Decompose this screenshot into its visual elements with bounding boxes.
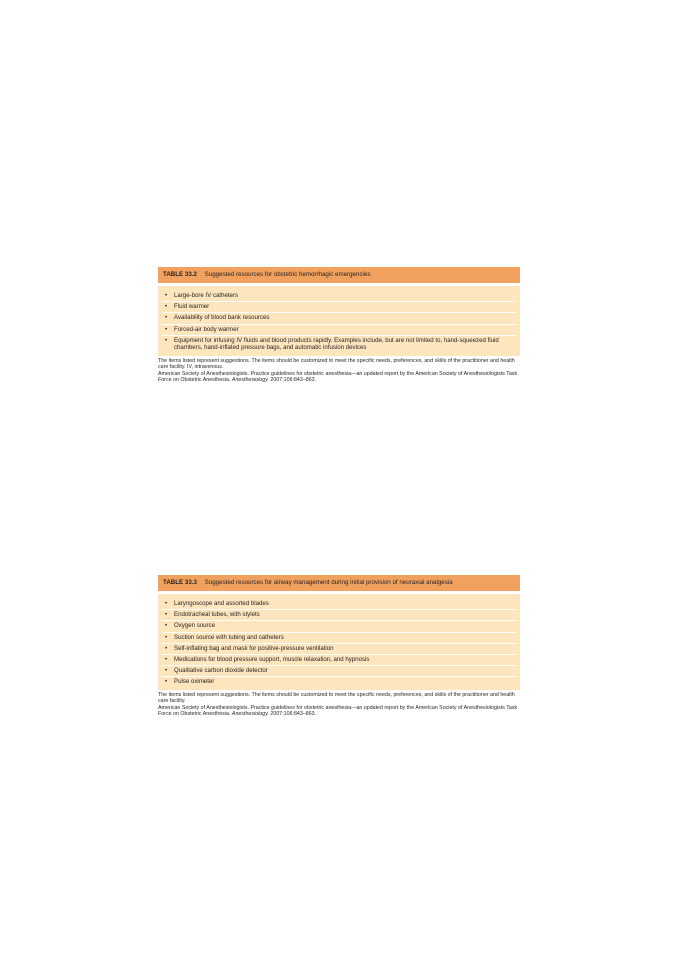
list-item: • Qualitative carbon dioxide detector	[162, 665, 516, 676]
resource-list	[162, 599, 516, 688]
table-body	[158, 594, 520, 690]
list-item: • Laryngoscope and assorted blades	[165, 600, 269, 607]
table-notes	[158, 692, 520, 718]
resource-list	[162, 291, 516, 354]
bullet-icon: •	[165, 303, 168, 311]
bullet-icon: •	[165, 633, 168, 641]
list-item: • Availability of blood bank resources	[162, 312, 516, 323]
table-33-2	[158, 267, 520, 384]
bullet-icon: •	[165, 622, 168, 630]
bullet-icon: •	[165, 655, 168, 663]
table-33-3	[158, 575, 520, 718]
list-item: • Pulse oximeter	[162, 676, 516, 687]
table-footnote: The items listed represent suggestions. The items should be customized to meet the specific needs, preferences, and skills of the practitioner and health care facility.	[158, 691, 515, 705]
table-number: TABLE 33.2	[163, 271, 197, 278]
table-source: American Society of Anesthesiologists. Practice guidelines for obstetric anesthesia—an updated report by the American Society of Anesthesiologists Task Force on Obstetric Anesthesia. Anesthesiology. 2007;106:843–863.	[158, 370, 518, 384]
bullet-icon: •	[165, 336, 168, 344]
table-body	[158, 286, 520, 356]
list-item: • Endotracheal tubes, with stylets	[162, 609, 516, 620]
table-title: Suggested resources for obstetric hemorrhagic emergencies	[204, 271, 371, 278]
table-title: Suggested resources for airway management during initial provision of neuraxial analgesia	[204, 579, 453, 586]
bullet-icon: •	[165, 314, 168, 322]
bullet-icon: •	[165, 667, 168, 675]
bullet-icon: •	[165, 678, 168, 686]
list-item: • Oxygen source	[162, 620, 516, 631]
list-item: • Medications for blood pressure support, muscle relaxation, and hypnosis	[162, 654, 516, 665]
table-footnote: The items listed represent suggestions. The items should be customized to meet the specific needs, preferences, and skills of the practitioner and health care facility. IV, intravenous.	[158, 357, 515, 371]
bullet-icon: •	[165, 292, 168, 299]
list-item: • Self-inflating bag and mask for positive-pressure ventilation	[162, 643, 516, 654]
table-source: American Society of Anesthesiologists. Practice guidelines for obstetric anesthesia—an updated report by the American Society of Anesthesiologists Task Force on Obstetric Anesthesia. Anesthesiology. 2007;106:843–863.	[158, 704, 518, 718]
bullet-icon: •	[165, 611, 168, 619]
table-notes	[158, 358, 520, 384]
bullet-icon: •	[165, 325, 168, 333]
table-number: TABLE 33.3	[163, 579, 197, 586]
bullet-icon: •	[165, 644, 168, 652]
list-item: • Suction source with tubing and catheters	[162, 632, 516, 643]
table-header	[158, 575, 520, 591]
list-item: • Forced-air body warmer	[162, 324, 516, 335]
list-item: • Fluid warmer	[162, 301, 516, 312]
table-header	[158, 267, 520, 283]
bullet-icon: •	[165, 600, 168, 607]
list-item: • Equipment for infusing IV fluids and blood products rapidly. Examples include, but are not limited to, hand-squeezed fluid chambers, hand-inflated pressure bags, and automatic infusion devices	[162, 335, 516, 354]
list-item: • Large-bore IV catheters	[165, 292, 239, 299]
